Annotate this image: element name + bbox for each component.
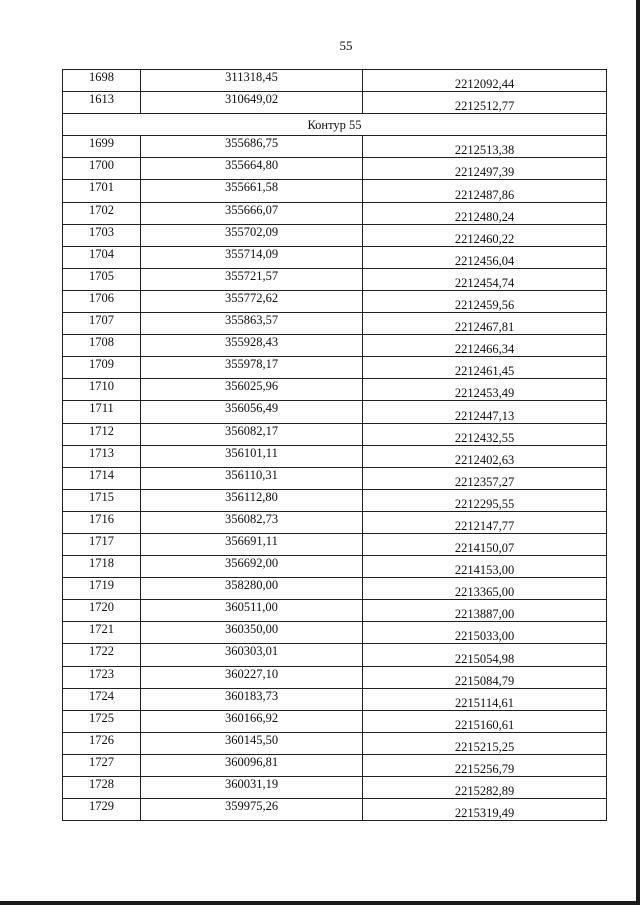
x-coordinate-cell: 356056,49 bbox=[141, 401, 363, 423]
point-number-cell: 1727 bbox=[63, 754, 141, 776]
point-number-cell: 1712 bbox=[63, 423, 141, 445]
table-row bbox=[63, 489, 607, 511]
y-coordinate-cell: 2212480,24 bbox=[363, 202, 607, 224]
table-row bbox=[63, 357, 607, 379]
y-coordinate-cell: 2213365,00 bbox=[363, 578, 607, 600]
point-number-cell: 1719 bbox=[63, 578, 141, 600]
table-row bbox=[63, 268, 607, 290]
x-coordinate-cell: 355978,17 bbox=[141, 357, 363, 379]
x-coordinate-cell: 311318,45 bbox=[141, 70, 363, 92]
x-coordinate-cell: 360031,19 bbox=[141, 777, 363, 799]
point-number-cell: 1714 bbox=[63, 467, 141, 489]
point-number-cell: 1702 bbox=[63, 202, 141, 224]
point-number-cell: 1728 bbox=[63, 777, 141, 799]
y-coordinate-cell: 2212147,77 bbox=[363, 511, 607, 533]
y-coordinate-cell: 2215282,89 bbox=[363, 777, 607, 799]
point-number-cell: 1722 bbox=[63, 644, 141, 666]
y-coordinate-cell: 2212453,49 bbox=[363, 379, 607, 401]
y-coordinate-cell: 2212512,77 bbox=[363, 92, 607, 114]
x-coordinate-cell: 355686,75 bbox=[141, 136, 363, 158]
x-coordinate-cell: 356691,11 bbox=[141, 533, 363, 555]
x-coordinate-cell: 356112,80 bbox=[141, 489, 363, 511]
table-row bbox=[63, 379, 607, 401]
x-coordinate-cell: 356101,11 bbox=[141, 445, 363, 467]
table-row bbox=[63, 335, 607, 357]
point-number-cell: 1724 bbox=[63, 688, 141, 710]
contour-header-row bbox=[63, 114, 607, 136]
table-row bbox=[63, 533, 607, 555]
x-coordinate-cell: 356082,17 bbox=[141, 423, 363, 445]
y-coordinate-cell: 2212467,81 bbox=[363, 313, 607, 335]
x-coordinate-cell: 355772,62 bbox=[141, 290, 363, 312]
point-number-cell: 1718 bbox=[63, 556, 141, 578]
point-number-cell: 1707 bbox=[63, 313, 141, 335]
point-number-cell: 1706 bbox=[63, 290, 141, 312]
table-row bbox=[63, 202, 607, 224]
point-number-cell: 1705 bbox=[63, 268, 141, 290]
point-number-cell: 1703 bbox=[63, 224, 141, 246]
y-coordinate-cell: 2212461,45 bbox=[363, 357, 607, 379]
point-number-cell: 1698 bbox=[63, 70, 141, 92]
table-row bbox=[63, 600, 607, 622]
y-coordinate-cell: 2215256,79 bbox=[363, 754, 607, 776]
y-coordinate-cell: 2215160,61 bbox=[363, 710, 607, 732]
x-coordinate-cell: 355863,57 bbox=[141, 313, 363, 335]
point-number-cell: 1700 bbox=[63, 158, 141, 180]
table-row bbox=[63, 445, 607, 467]
table-row bbox=[63, 290, 607, 312]
y-coordinate-cell: 2212513,38 bbox=[363, 136, 607, 158]
table-row bbox=[63, 136, 607, 158]
x-coordinate-cell: 355664,80 bbox=[141, 158, 363, 180]
y-coordinate-cell: 2215215,25 bbox=[363, 732, 607, 754]
x-coordinate-cell: 355666,07 bbox=[141, 202, 363, 224]
y-coordinate-cell: 2212432,55 bbox=[363, 423, 607, 445]
point-number-cell: 1721 bbox=[63, 622, 141, 644]
y-coordinate-cell: 2212357,27 bbox=[363, 467, 607, 489]
x-coordinate-cell: 360227,10 bbox=[141, 666, 363, 688]
y-coordinate-cell: 2212295,55 bbox=[363, 489, 607, 511]
y-coordinate-cell: 2212497,39 bbox=[363, 158, 607, 180]
y-coordinate-cell: 2212466,34 bbox=[363, 335, 607, 357]
x-coordinate-cell: 356082,73 bbox=[141, 511, 363, 533]
x-coordinate-cell: 355702,09 bbox=[141, 224, 363, 246]
y-coordinate-cell: 2212460,22 bbox=[363, 224, 607, 246]
x-coordinate-cell: 359975,26 bbox=[141, 799, 363, 821]
y-coordinate-cell: 2212092,44 bbox=[363, 70, 607, 92]
table-row bbox=[63, 313, 607, 335]
y-coordinate-cell: 2212454,74 bbox=[363, 268, 607, 290]
point-number-cell: 1704 bbox=[63, 246, 141, 268]
table-row bbox=[63, 511, 607, 533]
x-coordinate-cell: 355714,09 bbox=[141, 246, 363, 268]
table-row bbox=[63, 666, 607, 688]
y-coordinate-cell: 2215114,61 bbox=[363, 688, 607, 710]
x-coordinate-cell: 360166,92 bbox=[141, 710, 363, 732]
x-coordinate-cell: 360350,00 bbox=[141, 622, 363, 644]
table-row bbox=[63, 246, 607, 268]
table-row bbox=[63, 777, 607, 799]
x-coordinate-cell: 356692,00 bbox=[141, 556, 363, 578]
page-number: 55 bbox=[339, 38, 353, 53]
x-coordinate-cell: 360303,01 bbox=[141, 644, 363, 666]
point-number-cell: 1708 bbox=[63, 335, 141, 357]
point-number-cell: 1701 bbox=[63, 180, 141, 202]
y-coordinate-cell: 2213887,00 bbox=[363, 600, 607, 622]
table-row bbox=[63, 644, 607, 666]
y-coordinate-cell: 2212456,04 bbox=[363, 246, 607, 268]
table-row bbox=[63, 70, 607, 92]
contour-label: Контур 55 bbox=[63, 114, 607, 136]
table-row bbox=[63, 401, 607, 423]
x-coordinate-cell: 360183,73 bbox=[141, 688, 363, 710]
x-coordinate-cell: 355661,58 bbox=[141, 180, 363, 202]
x-coordinate-cell: 360145,50 bbox=[141, 732, 363, 754]
y-coordinate-cell: 2212487,86 bbox=[363, 180, 607, 202]
point-number-cell: 1717 bbox=[63, 533, 141, 555]
table-row bbox=[63, 180, 607, 202]
y-coordinate-cell: 2212447,13 bbox=[363, 401, 607, 423]
table-row bbox=[63, 799, 607, 821]
point-number-cell: 1713 bbox=[63, 445, 141, 467]
point-number-cell: 1723 bbox=[63, 666, 141, 688]
y-coordinate-cell: 2212459,56 bbox=[363, 290, 607, 312]
point-number-cell: 1711 bbox=[63, 401, 141, 423]
table-row bbox=[63, 688, 607, 710]
y-coordinate-cell: 2214150,07 bbox=[363, 533, 607, 555]
table-row bbox=[63, 158, 607, 180]
x-coordinate-cell: 356025,96 bbox=[141, 379, 363, 401]
table-row bbox=[63, 92, 607, 114]
point-number-cell: 1720 bbox=[63, 600, 141, 622]
point-number-cell: 1726 bbox=[63, 732, 141, 754]
y-coordinate-cell: 2215054,98 bbox=[363, 644, 607, 666]
y-coordinate-cell: 2215084,79 bbox=[363, 666, 607, 688]
coordinates-table-body bbox=[63, 70, 607, 821]
x-coordinate-cell: 355721,57 bbox=[141, 268, 363, 290]
table-row bbox=[63, 423, 607, 445]
y-coordinate-cell: 2212402,63 bbox=[363, 445, 607, 467]
y-coordinate-cell: 2215319,49 bbox=[363, 799, 607, 821]
scan-edge-right bbox=[636, 0, 640, 905]
point-number-cell: 1729 bbox=[63, 799, 141, 821]
table-row bbox=[63, 732, 607, 754]
x-coordinate-cell: 310649,02 bbox=[141, 92, 363, 114]
x-coordinate-cell: 355928,43 bbox=[141, 335, 363, 357]
table-row bbox=[63, 578, 607, 600]
x-coordinate-cell: 360511,00 bbox=[141, 600, 363, 622]
scan-edge-bottom bbox=[0, 901, 640, 905]
x-coordinate-cell: 360096,81 bbox=[141, 754, 363, 776]
table-row bbox=[63, 622, 607, 644]
point-number-cell: 1715 bbox=[63, 489, 141, 511]
table-row bbox=[63, 556, 607, 578]
table-row bbox=[63, 467, 607, 489]
point-number-cell: 1709 bbox=[63, 357, 141, 379]
point-number-cell: 1710 bbox=[63, 379, 141, 401]
point-number-cell: 1725 bbox=[63, 710, 141, 732]
x-coordinate-cell: 356110,31 bbox=[141, 467, 363, 489]
y-coordinate-cell: 2215033,00 bbox=[363, 622, 607, 644]
point-number-cell: 1699 bbox=[63, 136, 141, 158]
table-row bbox=[63, 224, 607, 246]
x-coordinate-cell: 358280,00 bbox=[141, 578, 363, 600]
point-number-cell: 1716 bbox=[63, 511, 141, 533]
table-row bbox=[63, 710, 607, 732]
y-coordinate-cell: 2214153,00 bbox=[363, 556, 607, 578]
coordinates-table bbox=[62, 69, 607, 821]
point-number-cell: 1613 bbox=[63, 92, 141, 114]
table-row bbox=[63, 754, 607, 776]
